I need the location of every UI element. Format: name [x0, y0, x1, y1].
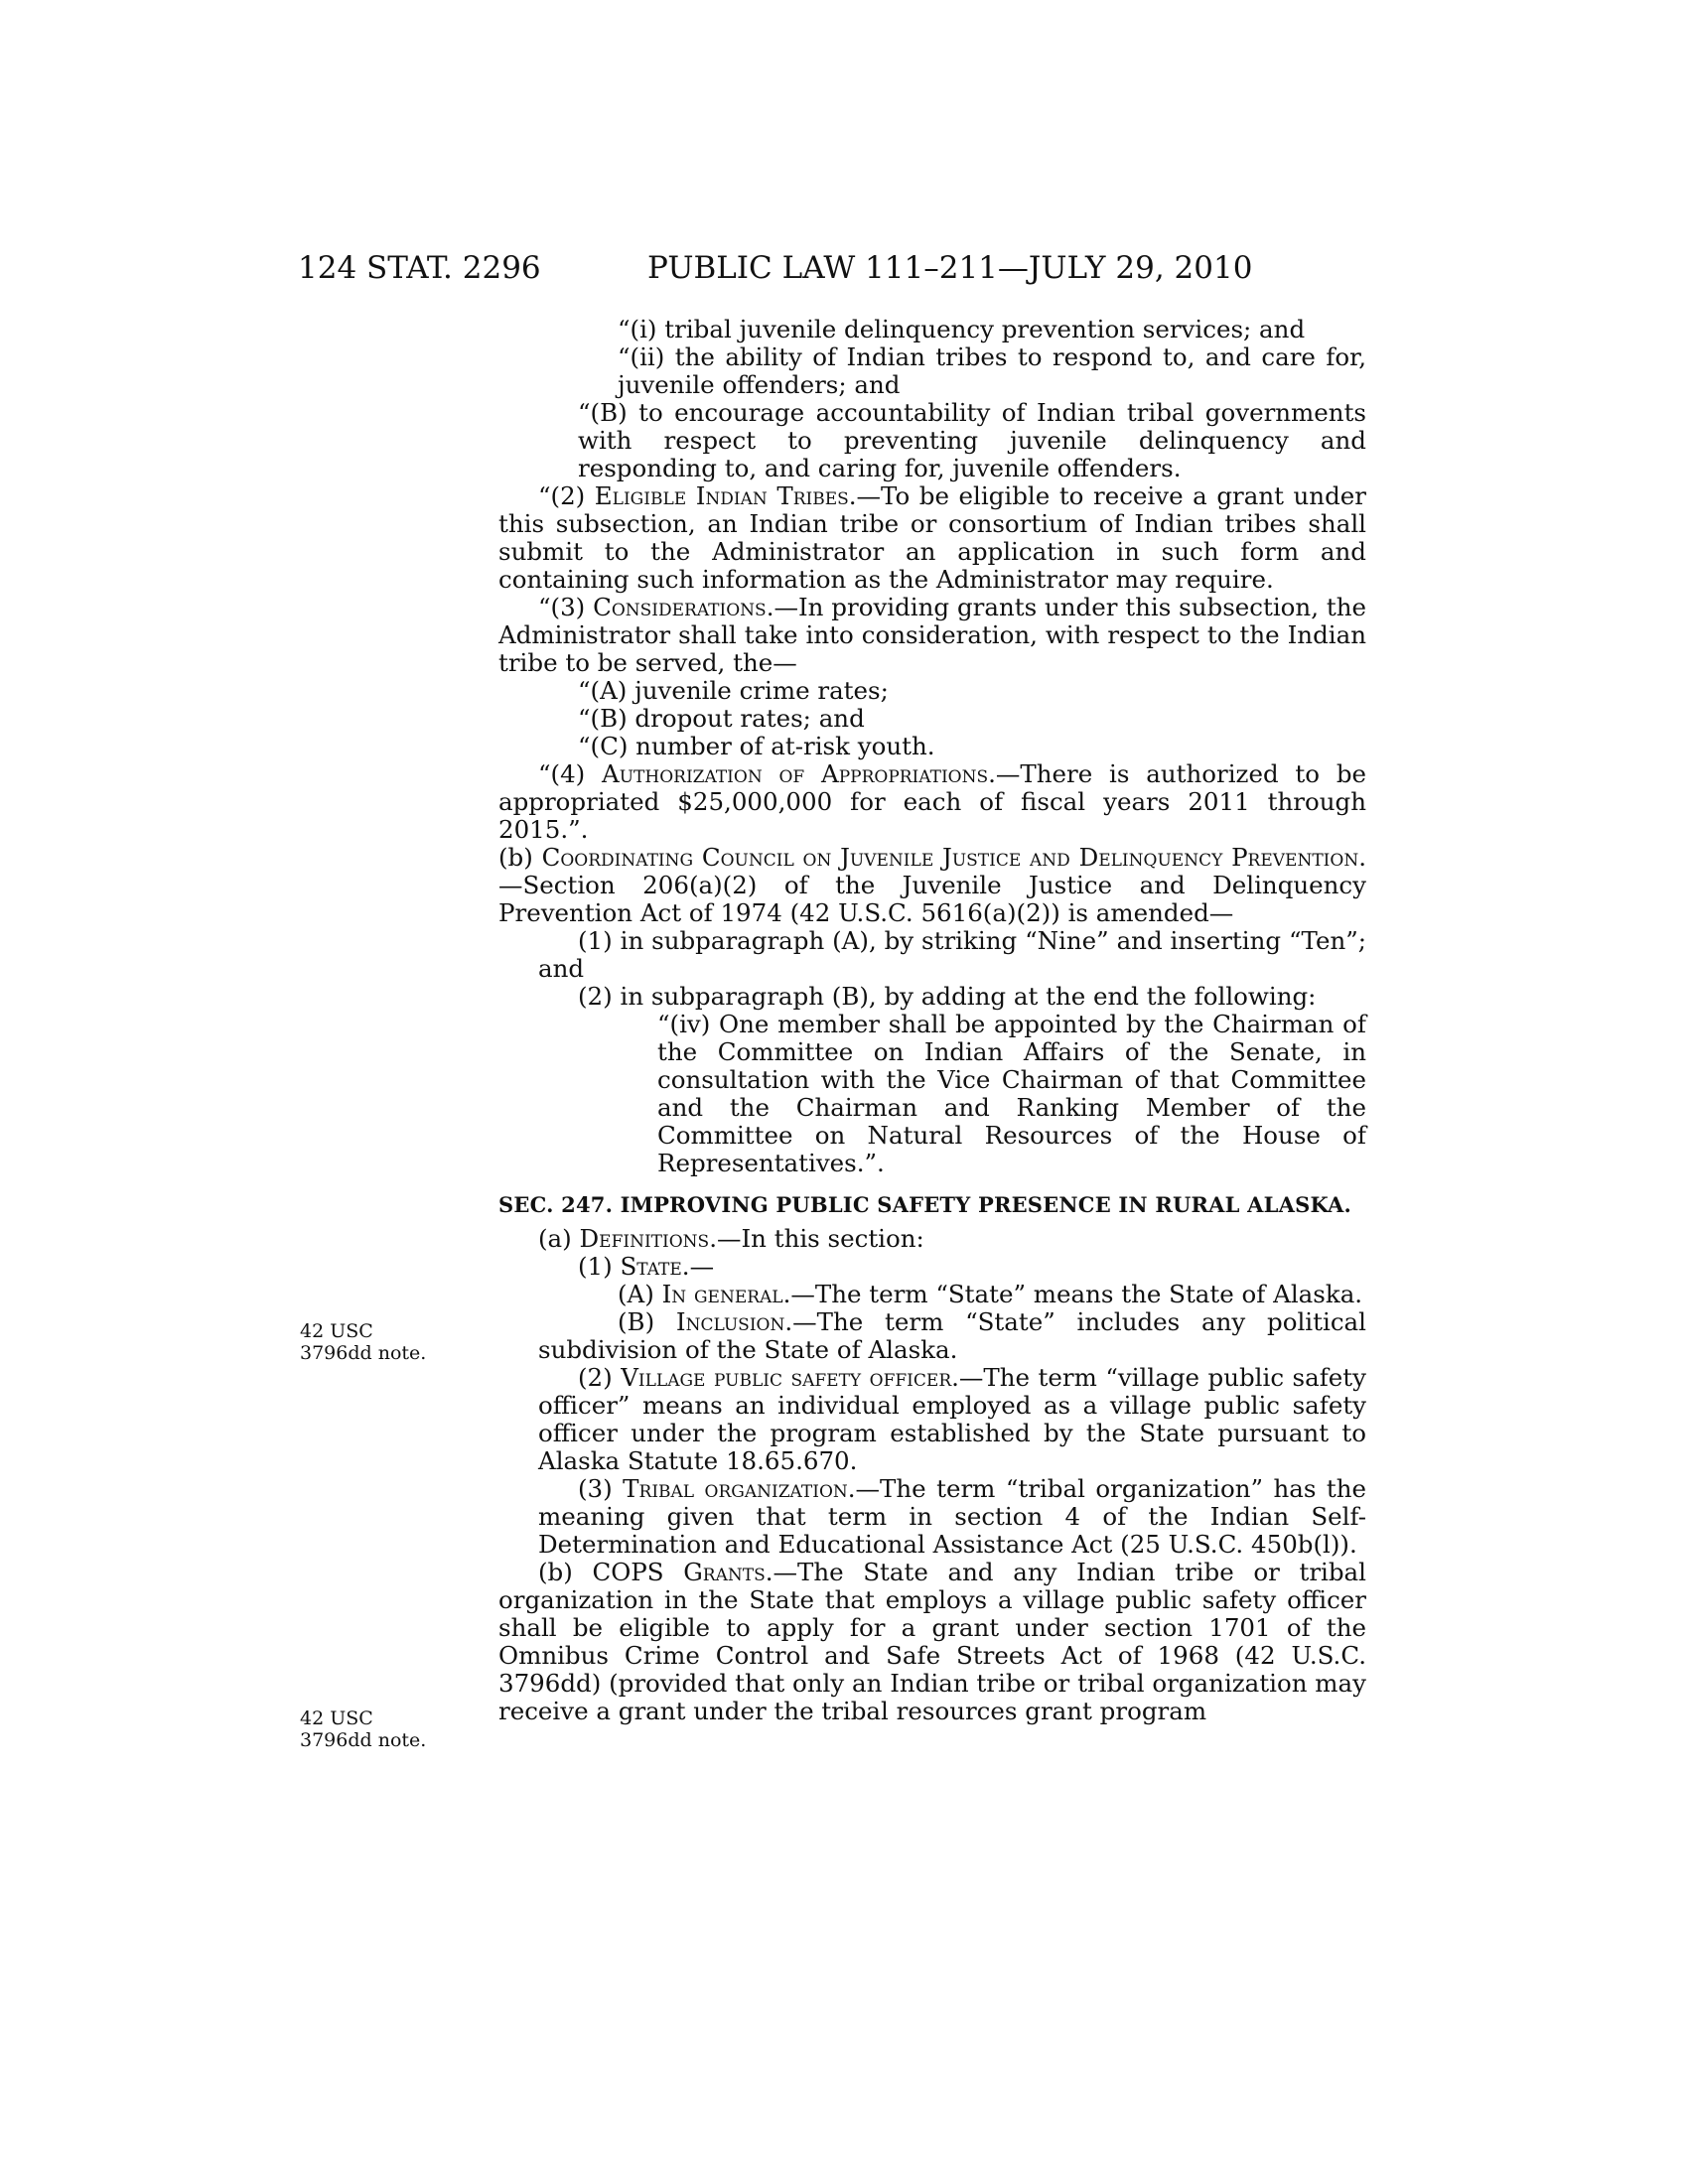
paragraph-text: “(B) to encourage accountability of Indian tribal governments with respect to preventing juvenile delinquency and responding to, and caring for, juvenile offenders.: [578, 398, 1366, 482]
paragraph-1-state: [498, 1253, 1366, 1281]
paragraph-3-tribal-organization: [498, 1475, 1366, 1559]
paragraph-number: (2): [578, 1363, 622, 1392]
paragraph-text: .—The term “State” means the State of Alaska.: [782, 1280, 1363, 1308]
paragraph-2-eligible-tribes: [498, 482, 1366, 594]
paragraph-A-in-general: [498, 1281, 1366, 1308]
paragraph-i: [498, 316, 1366, 343]
subsection-b-coordinating-council: [498, 844, 1366, 927]
subsection-a-definitions: [498, 1225, 1366, 1253]
paragraph-number: (b): [498, 843, 542, 872]
paragraph-1-striking: [498, 927, 1366, 983]
paragraph-text: “(iv) One member shall be appointed by the Chairman of the Committee on Indian Affairs of the Senate, in consultation with the Vice Chairman of that Committee and the Chairman and Ranking Member of the Committee on Natural Resources of the House of Representatives.”.: [657, 1010, 1366, 1177]
paragraph-B: [498, 399, 1366, 482]
margin-note-line: 42 USC: [300, 1320, 373, 1342]
paragraph-heading: Definitions: [579, 1224, 710, 1253]
paragraph-text: .—The term “State” includes any political subdivision of the State of Alaska.: [538, 1307, 1366, 1364]
paragraph-heading: Authorization of Appropriations: [602, 759, 989, 788]
page-stat-citation: 124 STAT. 2296: [298, 250, 541, 286]
statute-body: [498, 316, 1366, 1725]
paragraph-heading: Village public safety officer: [621, 1363, 952, 1392]
subsection-b-cops-grants: [498, 1559, 1366, 1725]
paragraph-text: .—The term “village public safety officer” means an individual employed as a village public safety officer under the program established by the State pursuant to Alaska Statute 18.65.670.: [538, 1363, 1366, 1475]
paragraph-text: .—: [681, 1252, 715, 1281]
paragraph-number: (b): [538, 1558, 593, 1586]
page-running-title: PUBLIC LAW 111–211—JULY 29, 2010: [647, 250, 1253, 286]
paragraph-heading: Tribal organization: [623, 1474, 848, 1503]
margin-note-line: 3796dd note.: [300, 1342, 427, 1364]
paragraph-heading: Inclusion: [675, 1307, 785, 1336]
paragraph-text: “(C) number of at-risk youth.: [578, 732, 935, 760]
paragraph-text: .—In providing grants under this subsection, the Administrator shall take into consideration, with respect to the Indian tribe to be served, the—: [498, 593, 1366, 677]
paragraph-text: “(A) juvenile crime rates;: [578, 676, 889, 705]
paragraph-number: “(3): [538, 593, 594, 621]
margin-note-line: 3796dd note.: [300, 1729, 427, 1751]
paragraph-3-considerations: [498, 594, 1366, 677]
paragraph-text: .—Section 206(a)(2) of the Juvenile Justice and Delinquency Prevention Act of 1974 (42 U.S.C. 5616(a)(2)) is amended—: [498, 843, 1366, 927]
paragraph-text: .—To be eligible to receive a grant under this subsection, an Indian tribe or consortium of Indian tribes shall submit to the Administrator an application in such form and containing such information as the Administrator may require.: [498, 481, 1366, 594]
paragraph-number: (1): [578, 1252, 621, 1281]
paragraph-heading: COPS Grants: [592, 1558, 766, 1586]
paragraph-heading: Considerations: [593, 593, 767, 621]
paragraph-A-crime-rates: [498, 677, 1366, 705]
paragraph-number: (B): [618, 1307, 676, 1336]
paragraph-heading: Coordinating Council on Juvenile Justice and Delinquency Prevention: [541, 843, 1359, 872]
paragraph-text: .—There is authorized to be appropriated $25,000,000 for each of fiscal years 2011 through 2015.”.: [498, 759, 1367, 844]
paragraph-number: “(4): [538, 759, 603, 788]
margin-note-1: [300, 1320, 426, 1364]
paragraph-C-at-risk-youth: [498, 733, 1366, 760]
paragraph-heading: In general: [661, 1280, 783, 1308]
paragraph-iv-member: [498, 1011, 1366, 1177]
margin-note-line: 42 USC: [300, 1707, 373, 1729]
paragraph-text: “(B) dropout rates; and: [578, 704, 865, 733]
section-heading: SEC. 247. IMPROVING PUBLIC SAFETY PRESENCE IN RURAL ALASKA.: [498, 1192, 1352, 1217]
paragraph-number: (3): [578, 1474, 624, 1503]
paragraph-heading: State: [620, 1252, 682, 1281]
paragraph-number: “(2): [538, 481, 595, 510]
paragraph-text: “(ii) the ability of Indian tribes to respond to, and care for, juvenile offenders; and: [618, 342, 1366, 399]
paragraph-B-dropout-rates: [498, 705, 1366, 733]
paragraph-text: (2) in subparagraph (B), by adding at the end the following:: [578, 982, 1317, 1011]
paragraph-B-inclusion: [498, 1308, 1366, 1364]
paragraph-2-village-officer: [498, 1364, 1366, 1475]
paragraph-ii: [498, 343, 1366, 399]
margin-note-2: [300, 1707, 426, 1751]
paragraph-text: (1) in subparagraph (A), by striking “Nine” and inserting “Ten”; and: [538, 926, 1366, 983]
paragraph-2-adding: [498, 983, 1366, 1011]
paragraph-heading: Eligible Indian Tribes: [594, 481, 849, 510]
paragraph-text: “(i) tribal juvenile delinquency prevention services; and: [618, 315, 1306, 343]
paragraph-text: .—In this section:: [709, 1224, 924, 1253]
paragraph-text: .—The State and any Indian tribe or tribal organization in the State that employs a village public safety officer shall be eligible to apply for a grant under section 1701 of the Omnibus Crime Control and Safe Streets Act of 1968 (42 U.S.C. 3796dd) (provided that only an Indian tribe or tribal organization may receive a grant under the tribal resources grant program: [498, 1558, 1366, 1725]
paragraph-text: .—The term “tribal organization” has the meaning given that term in section 4 of the Indian Self-Determination and Educational Assistance Act (25 U.S.C. 450b(l)).: [538, 1474, 1366, 1559]
paragraph-4-appropriations: [498, 760, 1366, 844]
paragraph-number: (A): [618, 1280, 662, 1308]
paragraph-number: (a): [538, 1224, 580, 1253]
